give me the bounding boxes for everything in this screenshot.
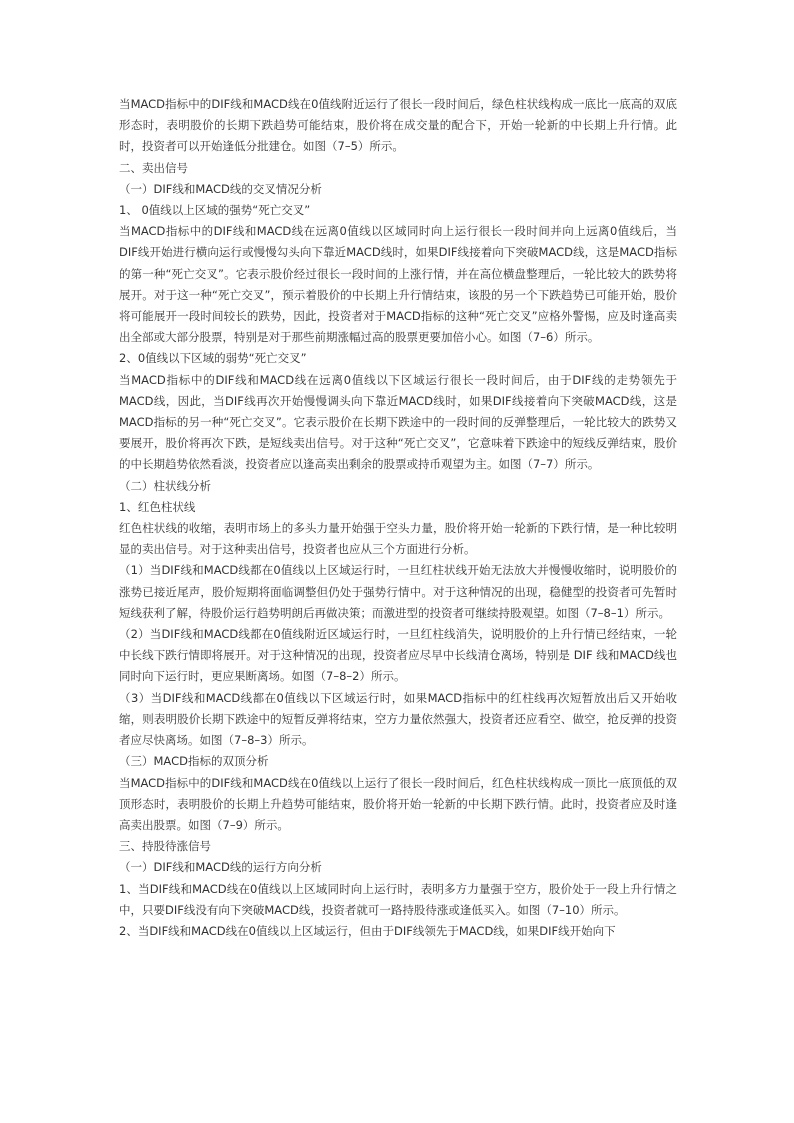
paragraph-double-top: 当MACD指标中的DIF线和MACD线在0值线以上运行了很长一段时间后，红色柱状线构成一顶比一底顶低的双顶形态时，表明股价的长期上升趋势可能结束，股价将开始一轮新的中长期下跌行情。此时，投资者应及时逢高卖出股票。如图（7–9）所示。 (119, 775, 677, 832)
paragraph-double-bottom: 当MACD指标中的DIF线和MACD线在0值线附近运行了很长一段时间后，绿色柱状线构成一底比一底高的双底形态时，表明股价的长期下跌趋势可能结束，股价将在成交量的配合下，开始一轮新的中长期上升行情。此时，投资者可以开始逢低分批建仓。如图（7–5）所示。 (119, 97, 677, 154)
paragraph-case-2: （2）当DIF线和MACD线都在0值线附近区域运行时，一旦红柱线消失，说明股价的上升行情已经结束，一轮中长线下跌行情即将展开。对于这种情况的出现，投资者应尽早中长线清仓离场，特别是 DIF 线和MACD线也同时向下运行时，更应果断离场。如图（7–8–2）所示。 (119, 627, 677, 684)
item-heading-red-histogram: 1、红色柱状线 (119, 499, 196, 514)
subsection-heading-double-top: （三）MACD指标的双顶分析 (119, 754, 269, 769)
paragraph-direction-1: 1、当DIF线和MACD线在0值线以上区域同时向上运行时，表明多方力量强于空方，股价处于一段上升行情之中，只要DIF线没有向下突破MACD线，投资者就可一路持股待涨或逢低买入。如图（7–10）所示。 (119, 881, 677, 917)
paragraph-weak-death-cross: 当MACD指标中的DIF线和MACD线在远离0值线以下区域运行很长一段时间后，由于DIF线的走势领先于MACD线，因此，当DIF线再次开始慢慢调头向下靠近MACD线时，如果DIF线接着向下突破MACD线，这是MACD指标的另一种“死亡交叉”。它表示股价在长期下跌途中的一段时间的反弹整理后，一轮比较大的跌势又要展开，股价将再次下跌，是短线卖出信号。对于这种“死亡交叉”，它意味着下跌途中的短线反弹结束，股价的中长期趋势依然看淡，投资者应以逢高卖出剩余的股票或持币观望为主。如图（7–7）所示。 (119, 372, 677, 472)
subsection-heading-direction: （一）DIF线和MACD线的运行方向分析 (119, 860, 322, 875)
paragraph-case-1: （1）当DIF线和MACD线都在0值线以上区域运行时，一旦红柱状线开始无法放大并慢慢收缩时，说明股价的涨势已接近尾声，股价短期将面临调整但仍处于强势行情中。对于这种情况的出现，稳健型的投资者可先暂时短线获利了解，待股价运行趋势明朗后再做决策；而激进型的投资者可继续持股观望。如图（7–8–1）所示。 (119, 563, 677, 620)
paragraph-red-histogram: 红色柱状线的收缩，表明市场上的多头力量开始强于空头力量，股价将开始一轮新的下跌行情，是一种比较明显的卖出信号。对于这种卖出信号，投资者也应从三个方面进行分析。 (119, 521, 677, 557)
section-heading-hold-signal: 三、持股待涨信号 (119, 839, 211, 854)
section-heading-sell-signal: 二、卖出信号 (119, 160, 188, 175)
paragraph-direction-2: 2、当DIF线和MACD线在0值线以上区域运行，但由于DIF线领先于MACD线，如果DIF线开始向下 (119, 923, 616, 938)
paragraph-strong-death-cross: 当MACD指标中的DIF线和MACD线在远离0值线以区域同时向上运行很长一段时间并向上远离0值线后，当DIF线开始进行横向运行或慢慢勾头向下靠近MACD线时，如果DIF线接着向下突破MACD线，这是MACD指标的第一种“死亡交叉”。它表示股价经过很长一段时间的上涨行情，并在高位横盘整理后，一轮比较大的跌势将展开。对于这一种“死亡交叉”，预示着股价的中长期上升行情结束，该股的另一个下跌趋势已可能开始，股价将可能展开一段时间较长的跌势，因此，投资者对于MACD指标的这种“死亡交叉”应格外警惕，应及时逢高卖出全部或大部分股票，特别是对于那些前期涨幅过高的股票更要加倍小心。如图（7–6）所示。 (119, 224, 677, 345)
subsection-heading-histogram: （二）柱状线分析 (119, 478, 211, 493)
paragraph-case-3: （3）当DIF线和MACD线都在0值线以下区域运行时，如果MACD指标中的红柱线再次短暂放出后又开始收缩，则表明股价长期下跌途中的短暂反弹将结束，空方力量依然强大，投资者还应看空、做空，抢反弹的投资者应尽快离场。如图（7–8–3）所示。 (119, 690, 677, 748)
item-heading-strong-death-cross: 1、 0值线以上区域的强势“死亡交叉” (119, 203, 311, 218)
document-body (119, 94, 677, 942)
subsection-heading-crossover: （一）DIF线和MACD线的交叉情况分析 (119, 181, 322, 196)
item-heading-weak-death-cross: 2、0值线以下区域的弱势“死亡交叉” (119, 351, 307, 366)
